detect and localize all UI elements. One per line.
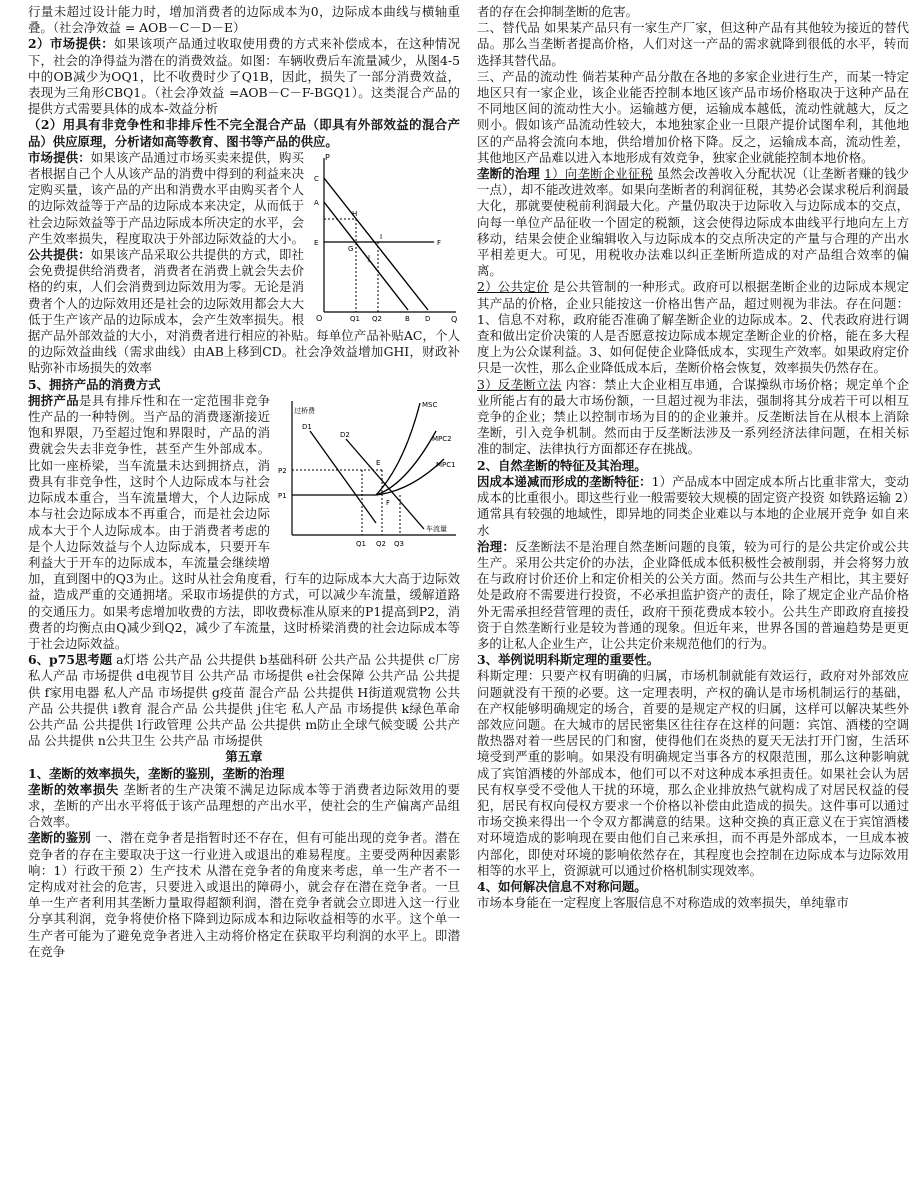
paragraph-text: 如果该产品采取公共提供的方式，即社会免费提供给消费者，消费者在消费上就会失去价格的约束，人们会消费到边际效用为零。无论是消费者个人的边际效用还是社会的边际效用都会大大低于生产该产品的边际成本，会产生效率损失。根据产品外部效益的大小，对消费者进行相应的补贴。每单位产品补贴AC，个人的边际效益曲线（需求曲线）由AB上移到CD。社会净效益增加GHI，财政补贴弥补市场损失的效率 [28,247,460,376]
paragraph [477,279,909,376]
paragraph-text: 内容：禁止大企业相互串通，合谋操纵市场价格；规定单个企业所能占有的最大市场份额，一旦超过视为非法，强制将其分成若干可以相互竞争的企业；禁止以控制市场为目的的企业兼并。反垄断法旨在从根本上消除垄断，引入竞争机制。然而由于反垄断法涉及一系列经济法律问题，在相关标准的制定、法律执行方面都还存在挑战。 [477,376,909,457]
paragraph-text: 一、潜在竞争者是指暂时还不存在，但有可能出现的竞争者。潜在竞争者的存在主要取决于这一行业进入或退出的难易程度。主要受两种因素影响：1）行政干预 2）生产技术 从潜在竞争者的角度来考虑，单一生产者不一定构成对社会的危害，只要进入或退出的障碍小，就会存在潜在竞争者。一旦单一生产者利用其垄断力量取得超额利润，潜在竞争者就会立即进入这一行业分享其利润，竞争将使价格下降到边际成本和边际收益相等的水平。这个单一生产者可能为了避免竞争者进入主动将价格定在获取平均利润的水平上。即潜在竞争 [28,830,460,959]
right-column [477,4,909,911]
paragraph-text: 如果该产品通过市场买卖来提供，购买者根据自己个人从该产品的消费中得到的利益来决定购买量，该产品的产出和消费水平由购买者个人的边际效益等于产品的边际成本来决定，从而低于社会边际效益等于产品边际成本所决定的水平，会产生效率损失，程度取决于外部边际效益的大小。 [28,149,305,246]
label-c: C [314,174,319,183]
paragraph [477,166,909,279]
heading-inline: 垄断的鉴别 [28,830,91,846]
origin-label: O [316,313,323,323]
label-a: A [314,198,319,207]
label-b: B [405,314,410,323]
paragraph [28,36,460,117]
paragraph [477,474,909,539]
paragraph [477,377,909,458]
label-f: F [437,238,442,247]
heading-inline: 治理： [477,538,516,554]
figure-external-benefit [310,152,460,324]
label-p1: P1 [278,491,287,500]
y-axis-label: P [325,152,330,162]
label-f: F [386,498,391,507]
section-heading: 4、如何解决信息不对称问题。 [477,878,647,894]
paragraph-text: 反垄断法不是治理自然垄断问题的良策，较为可行的是公共定价或公共生产。采用公共定价的办法，企业降低成本低积极性会被削弱，并会将努力放在与政府讨价还价上和定价相关的公关方面。然而与公共生产相比，其主要好处是政府不需要进行投资，不必承担监护资产的责任，除了规定企业产品价格外无需承担经营管理的责任，政府干预花费成本较小。公共生产即政府直接投资于自然垄断行业是较为普通的现象。但近年来，世界各国的普遍趋势是更更多的让私人企业生产，让公共定价来规范他们的行为。 [477,538,910,651]
paragraph-text: 是公共管制的一种形式。政府可以根据垄断企业的边际成本规定其产品的价格，企业只能按这一价格出售产品，超过则视为非法。存在问题：1、信息不对称，政府能否准确了解垄断企业的边际成本。2、代表政府进行调查和做出定价决策的人是否愿意按边际成本规定垄断企业的价格，能在多大程度上为公众谋利益。3、如何促使企业降低成本，实现生产效率。如果政府定价只是一次性，那么企业降低成本后，垄断价格会恢复，效率损失仍然存在。 [477,279,909,376]
section-heading: 1、垄断的效率损失，垄断的鉴别，垄断的治理 [28,765,285,781]
label-j: J [368,253,371,262]
label-d1: D1 [302,422,312,431]
heading-inline: 垄断的效率损失 [28,781,119,797]
external-benefit-chart [310,152,460,324]
underlined-term: 1）向垄断企业征税 [544,166,654,182]
label-msc: MSC [422,400,438,409]
label-i: I [380,232,383,241]
paragraph: 二、替代品 如果某产品只有一家生产厂家，但这种产品有其他较为接近的替代品。那么当垄断者提高价格，人们对这一产品的需求就降到很低的水平，转而选择其替代品。 [477,20,909,68]
x-axis-label: Q [451,314,458,324]
label-mpc1: MPC1 [436,460,456,469]
label-q1: Q1 [350,314,360,323]
left-column [28,4,460,960]
section-heading: 3、举例说明科斯定理的重要性。 [477,652,660,668]
demand-d1 [310,431,376,523]
paragraph-text: 如果该项产品通过收取使用费的方式来补偿成本，在这种情况下，社会的净得益为潜在的消费效益。如图：车辆收费后车流量减少，从图4-5中的OB减少为OQ1，比不收费时少了Q1B，因此，损失了一部分消费效益，表现为三角形CBQ1。（社会净效益 =AOB－C－F-BGQ1）。这类混合产品的提供方式需要具体的成本-效益分析 [28,36,461,117]
label-e: E [314,238,319,247]
paragraph: 市场本身能在一定程度上客服信息不对称造成的效率损失，单纯靠市 [477,895,849,911]
heading-inline: 拥挤产品 [28,392,80,408]
section-heading: 5、拥挤产品的消费方式 [28,376,161,392]
underlined-term: 3）反垄断立法 [477,376,562,392]
heading-inline: 因成本递减而形成的垄断特征： [477,473,652,489]
paragraph: 三、产品的流动性 倘若某种产品分散在各地的多家企业进行生产，而某一特定地区只有一家企业，该企业能否控制本地区该产品市场价格取决于这种产品在不同地区间的流动性大小。运输越方便，运输成本越低，流动性就越大，反之则小。假如该产品流动性较大，本地独家企业一旦限产提价试图牟利，其他地区的产品将会流向本地，供给增加价格下降。反之，运输成本高，流动性差，其他地区产品难以进入本地形成有效竞争，独家企业就能控制本地价格。 [477,68,909,165]
x-axis-label: 车流量 [426,524,447,533]
paragraph-text: 1）产品成本中固定成本所占比重非常大，变动成本的比重很小。即这些行业一般需要较大规模的固定资产投资 如铁路运输 2）通常具有较强的地域性，即异地的同类企业难以与本地的企业展开竞争 如自来水 [477,473,909,538]
label-q3: Q3 [394,539,404,548]
label-e: E [376,458,381,467]
paragraph: 行量未超过设计能力时，增加消费者的边际成本为0，边际成本曲线与横轴重叠。（社会净效益 = AOB－C－D－E） [28,4,460,36]
paragraph-text: 垄断者的生产决策不满足边际成本等于消费者边际效用的要求，垄断的产出水平将低于该产品理想的产出水平，使社会的生产偏离产品组合效率。 [28,781,461,830]
mpc2-curve [376,431,436,495]
label-q2: Q2 [376,539,386,548]
paragraph [477,539,909,652]
label-d: D [425,314,431,323]
chapter-title: 第五章 [225,749,263,765]
label-p2: P2 [278,466,287,475]
label-h: H [352,209,358,218]
heading-inline: 2）市场提供： [28,36,115,52]
label-q1: Q1 [356,539,366,548]
figure-congestion [276,395,460,555]
paragraph-text: a灯塔 公共产品 公共提供 b基础科研 公共产品 公共提供 c厂房 私人产品 市场提供 d电视节目 公共产品 市场提供 e社会保障 公共产品 公共提供 f家用电器 私人产品 市场提供 g疫苗 混合产品 公共提供 H街道观赏物 公共产品 公共提供 i教育 混合产品 公共提供 j住宅 私人产品 市场提供 k绿色革命 公共产品 公共提供 l行政管理 公共产品 公共提供 m防止全球气候变暖 公共产品 公共提供 n公共卫生 公共产品 市场提供 [28,652,461,749]
underlined-term: 2）公共定价 [477,279,549,295]
paragraph-text: 虽然会改善收入分配状况（让垄断者赚的钱少一点），却不能改进效率。如果向垄断者的利润征税，其势必会谋求税后利润最大化，那就要使税前利润最大化。产量仍取决于边际收入与边际成本的交点，向每一单位产品征收一个固定的税额，这会使得边际成本曲线平行地向左上方移动，结果会使企业编辑收入与边际成本的交点所决定的产量与合理的产出水平相差更大。可见，用税收办法难以纠正垄断所造成的对产品组合效率的偏离。 [477,166,909,279]
heading-inline: 垄断的治理 [477,166,540,182]
paragraph [28,830,460,960]
y-axis-label: 过桥费 [294,406,315,415]
section-heading: 2、自然垄断的特征及其治理。 [477,457,647,473]
demand-curve-ab [324,202,408,310]
heading-inline: 市场提供： [28,149,91,165]
label-d2: D2 [340,430,350,439]
paragraph: 科斯定理：只要产权有明确的归属，市场机制就能有效运行，政府对外部效应问题就没有干预的必要。这一定理表明，产权的确认是市场机制运行的基础，在产权能够明确规定的场合，首要的是规定产权的归属，这样可以解决某些外部效应问题。在大城市的居民密集区往往存在这样的问题：宾馆、酒楼的空调散热器对着一些居民的门和窗，使得他们在炎热的夏天无法打开门窗，生活环境受到严重的影响。如果没有明确规定当事各方的权限范围，那么这种影响就成了宾馆酒楼的外部成本，他们可以不对这种成本承担责任。如果社会认为居民有权享受不受他人干扰的环境，那么企业排放热气就构成了对居民权益的侵犯，居民有权向侵权方要求一个价格以补偿由此造成的损失。这件事可以通过市场交换来得出一个令双方都满意的结果。这种交换的真正意义在于宾馆酒楼对环境造成的影响现在要由他们自己来承担，而不再是外部成本，一旦成本被内部化，即使对环境的影响依然存在，其程度也会控制在边际成本与边际效用相等的水平上，资源就可以通过价格机制实现效率。 [477,668,909,878]
label-mpc2: MPC2 [432,434,452,443]
heading-inline: 公共提供： [28,247,91,263]
paragraph-text: 是具有排斥性和在一定范围非竞争性产品的一种特例。当产品的消费逐渐接近饱和界限，乃至超过饱和界限时，产品的消费就会失去非竞争性，甚至产生外部成本。比如一座桥梁，当车流量未达到拥挤点，消费具有非竞争性，这时个人边际成本与社会边际成本重合，当车流量增大，个人边际成本与社会边际成本不再重合，而是社会边际成本大于个人边际成本。由于消费者考虑的是个人边际效益与个人边际成本，只要开车利益大于开车的边际成本，车流量会继续增加，直到图中的Q3为止。这时从社会角度看，行车的边际成本大大高于边际效益，造成严重的交通拥堵。采取市场提供的方式，可以减少车流量，缓解道路的交通压力。如果考虑增加收费的方法，即收费标准从原来的P1提高到P2，消费者的均衡点由Q减少到Q2，减少了车流量，这时桥梁消费的社会边际成本等于社会边际效益。 [28,392,460,651]
label-q2: Q2 [372,314,382,323]
congestion-chart [276,395,460,555]
paragraph [28,782,460,831]
demand-curve-cd [324,178,428,310]
paragraph [28,652,460,749]
demand-d2 [346,439,424,529]
paragraph: 者的存在会抑制垄断的危害。 [477,4,639,19]
section-heading: （2）用具有非竞争性和非排斥性不完全混合产品（即具有外部效益的混合产品）供应原理，分析诸如高等教育、图书等产品的供应。 [28,117,460,149]
label-g: G [348,244,354,253]
heading-inline: 6、p75思考题 [28,652,113,668]
